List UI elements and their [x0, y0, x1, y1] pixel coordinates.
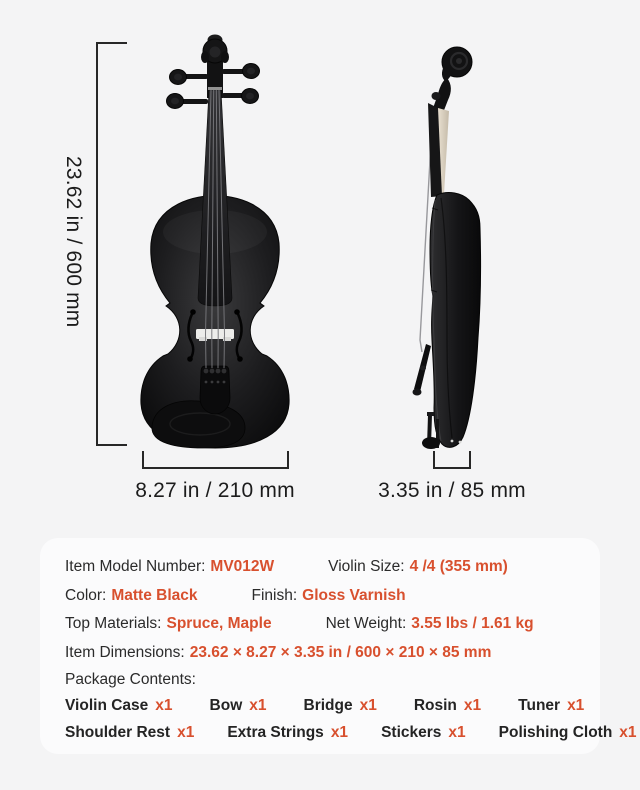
package-item-name: Stickers: [381, 723, 442, 741]
spec-value: 4 /4 (355 mm): [409, 558, 508, 575]
spec-label: Item Model Number:: [65, 558, 206, 575]
package-item-name: Extra Strings: [227, 723, 324, 741]
depth-dimension-line: [434, 451, 470, 468]
spec-label: Finish:: [251, 586, 298, 604]
package-item-name: Tuner: [518, 697, 561, 714]
spec-row-materials-weight: [65, 610, 578, 639]
spec-value: Gloss Varnish: [302, 586, 406, 604]
package-item: [518, 693, 584, 720]
spec-violin-size: [328, 553, 508, 582]
package-item-qty: x1: [619, 723, 637, 741]
package-item-qty: x1: [330, 723, 349, 741]
spec-label: Net Weight:: [325, 615, 407, 632]
height-dimension-label: 23.62 in / 600 mm: [62, 156, 85, 328]
spec-label: Color:: [65, 586, 107, 604]
spec-row-model-size: [65, 553, 578, 582]
height-dimension-line: [97, 43, 127, 445]
spec-top-materials: [65, 610, 272, 639]
spec-item-dimensions: [65, 639, 491, 668]
width-dimension-label: 8.27 in / 210 mm: [135, 479, 295, 502]
spec-value: Matte Black: [111, 586, 198, 604]
spec-card: [40, 538, 637, 754]
front-view-violin-illustration: [141, 35, 289, 449]
spec-row-color-finish: [65, 582, 578, 611]
spec-value: MV012W: [210, 558, 275, 575]
package-item: [227, 720, 348, 747]
spec-label: Top Materials:: [65, 615, 162, 632]
spec-value: 23.62 × 8.27 × 3.35 in / 600 × 210 × 85 mm: [189, 643, 492, 661]
package-item: [304, 693, 377, 720]
package-item-name: Rosin: [413, 697, 457, 714]
spec-finish: [252, 582, 406, 611]
spec-color: [65, 582, 198, 611]
package-item: [65, 693, 173, 720]
package-item-name: Bridge: [303, 697, 353, 714]
package-item-name: Violin Case: [65, 697, 149, 714]
package-item-qty: x1: [448, 723, 466, 741]
package-item-name: Polishing Cloth: [498, 723, 613, 741]
spec-row-dimensions: [65, 639, 578, 668]
package-item: [499, 720, 637, 747]
spec-model-number: [65, 553, 274, 582]
spec-label: Item Dimensions:: [65, 643, 185, 661]
package-item: [65, 720, 194, 747]
package-item-qty: x1: [359, 697, 377, 714]
package-contents-row-2: [65, 720, 637, 747]
package-item-name: Bow: [209, 697, 243, 714]
package-item: [381, 720, 466, 747]
package-item-qty: x1: [155, 697, 173, 714]
package-item-qty: x1: [177, 723, 195, 741]
package-item-name: Shoulder Rest: [65, 723, 171, 741]
spec-net-weight: [326, 610, 534, 639]
package-item-qty: x1: [567, 697, 585, 714]
spec-label: Violin Size:: [328, 558, 405, 575]
side-view-violin-illustration: [413, 47, 481, 449]
package-item: [414, 693, 481, 720]
spec-value: Spruce, Maple: [166, 615, 272, 632]
package-contents-title: Package Contents:: [65, 671, 196, 688]
width-dimension-line: [143, 451, 288, 468]
package-item: [210, 693, 267, 720]
spec-value: 3.55 lbs / 1.61 kg: [411, 615, 534, 632]
package-contents-row-1: [65, 693, 585, 720]
package-item-qty: x1: [249, 697, 267, 714]
package-item-qty: x1: [463, 697, 482, 714]
depth-dimension-label: 3.35 in / 85 mm: [378, 479, 526, 502]
